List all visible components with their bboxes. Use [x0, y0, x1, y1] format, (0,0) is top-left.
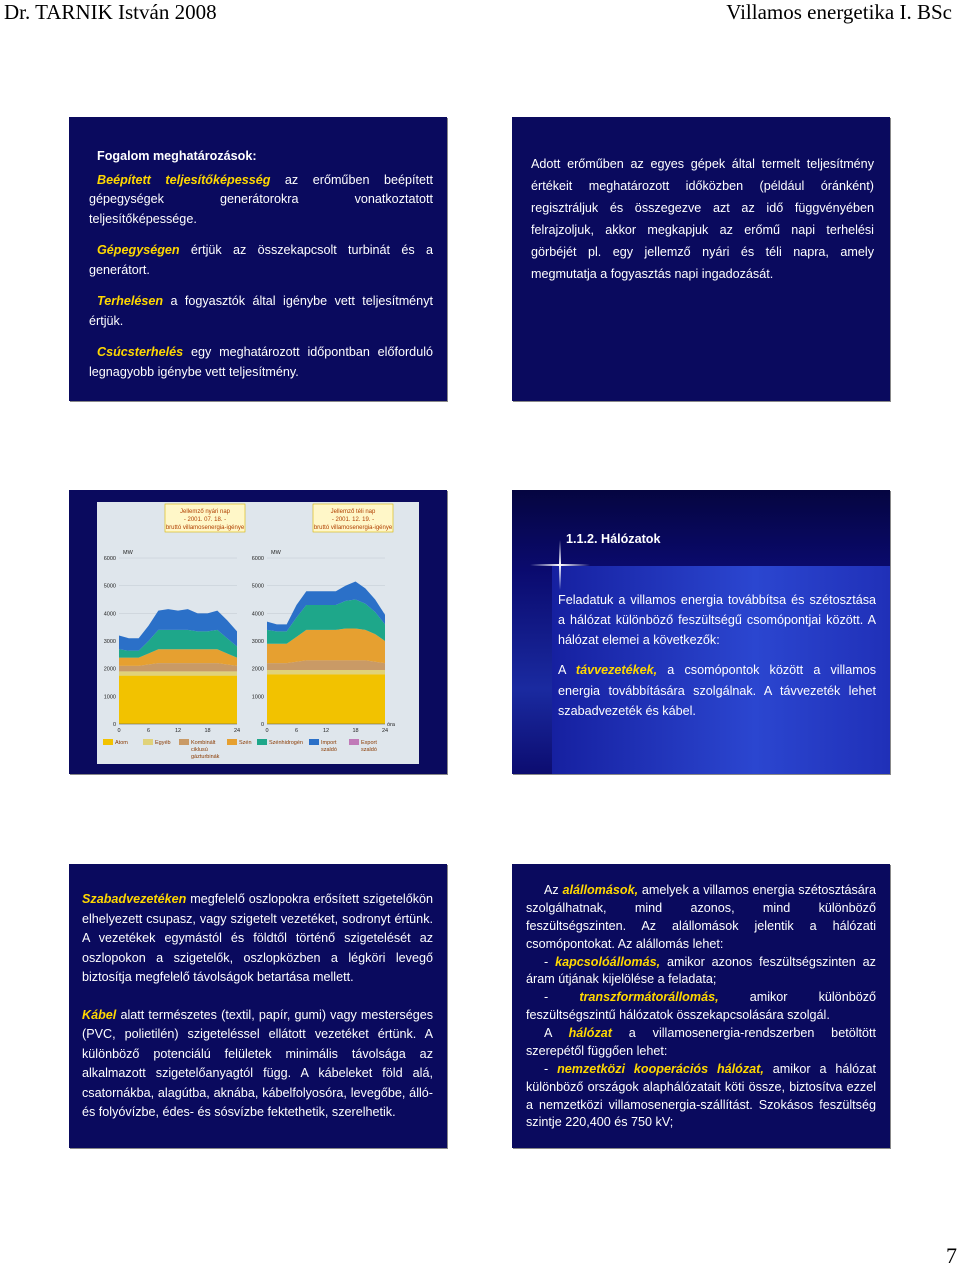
- x-tick-label: 6: [146, 728, 151, 734]
- text-fragment: a csomópontok között a villamos energia továbbítására szolgálnak. A távvezeték lehet szabadvezeték és kábel.: [558, 663, 876, 718]
- x-tick-label: 18: [352, 728, 359, 734]
- substation-paragraph: [526, 954, 876, 990]
- y-tick-label: 4000: [251, 611, 264, 618]
- y-tick-label: 3000: [103, 639, 116, 645]
- x-tick-label: 18: [204, 728, 211, 734]
- load-charts-svg: [97, 502, 419, 764]
- x-tick-label: 24: [233, 728, 241, 734]
- text-fragment: -: [544, 1061, 558, 1076]
- legend-label: szaldó: [321, 747, 337, 753]
- y-tick-label: 1000: [251, 694, 264, 701]
- definition-text: egy meghatározott időpontban előforduló legnagyobb igénybe vett teljesítmény.: [89, 345, 433, 379]
- text-fragment: -: [544, 954, 556, 969]
- text-fragment: amelyek a villamos energia szétosztására szolgálhatnak, mind azonos, mind különböző feszültségszinten. Az alállomások jelentik a hálózati csomópontokat. Az alállomás lehet:: [526, 883, 876, 951]
- legend-swatch: [257, 739, 267, 745]
- legend-swatch: [349, 739, 359, 745]
- chart-panel: [97, 502, 419, 764]
- definition-paragraph: [89, 171, 433, 230]
- overhead-line-paragraph: [82, 890, 433, 988]
- text-fragment: megfelelő oszlopokra erősített szigetelőkön elhelyezett csupasz, vagy szigetelt vezetéket, sodronyt értünk. A vezetékek egymástól és földtől történő szigetelését az oszlopokon a szigetelők, oszlopközben a légköri levegő biztosítja megfelelő távolságok betartása mellett.: [82, 892, 433, 985]
- legend-label: szaldó: [361, 747, 377, 753]
- legend-label: ciklusú: [191, 747, 208, 753]
- network-paragraph: [526, 1061, 876, 1133]
- y-axis-label: MW: [123, 550, 133, 556]
- network-paragraph: [526, 1025, 876, 1061]
- y-tick-label: 1000: [103, 694, 116, 701]
- x-tick-label: 24: [381, 728, 389, 734]
- area-series-egyéb: [119, 671, 237, 675]
- x-tick-label: 0: [117, 728, 121, 734]
- slide-load-curve: [512, 117, 890, 401]
- cable-paragraph: [82, 1006, 433, 1123]
- slide-substations: [512, 864, 890, 1148]
- slide-title: Fogalom meghatározások:: [97, 149, 257, 163]
- legend-label: Export: [361, 740, 377, 746]
- y-tick-label: 6000: [251, 556, 264, 562]
- legend-label: Szén: [239, 740, 252, 746]
- legend-label: Atom: [115, 740, 128, 746]
- legend-label: gázturbinák: [191, 754, 220, 760]
- definition-text: értjük az összekapcsolt turbinát és a generátort.: [89, 243, 433, 277]
- section-title: 1.1.2. Hálózatok: [566, 532, 661, 546]
- slide-definitions: [69, 117, 447, 401]
- legend-swatch: [143, 739, 153, 745]
- substation-paragraph: [526, 989, 876, 1025]
- text-fragment: amikor a hálózat különböző országok alaphálózatait köti össze, biztosítva ezzel a nemzetközi villamosenergia-szállítást. Szokásos feszültség szintje 220,400 és 750 kV;: [526, 1061, 876, 1130]
- term-alallomas: alállomások,: [562, 883, 639, 897]
- page-number: 7: [946, 1243, 957, 1268]
- legend-label: Szénhidrogén: [269, 740, 303, 746]
- legend-label: Kombinált: [191, 740, 216, 746]
- area-series-atom: [267, 674, 385, 724]
- y-tick-label: 0: [260, 722, 264, 728]
- legend-label: Egyéb: [155, 740, 171, 746]
- definition-text: a fogyasztók által igénybe vett teljesítményt értjük.: [89, 294, 433, 328]
- text-fragment: amikor különböző feszültségszintű hálózatok összekapcsolására szolgál.: [526, 990, 877, 1023]
- slide-networks: [512, 490, 890, 774]
- text-fragment: -: [544, 990, 580, 1005]
- x-tick-label: 6: [294, 728, 299, 734]
- header-course: Villamos energetika I. BSc: [726, 0, 952, 24]
- sparkle-decoration: [559, 540, 561, 590]
- y-tick-label: 0: [112, 722, 116, 728]
- chart-title-line: bruttó villamosenergia-igénye: [165, 525, 245, 531]
- term-kapcsoloallomas: kapcsolóállomás,: [555, 954, 661, 969]
- y-tick-label: 5000: [251, 583, 264, 590]
- term-terheles: Terhelésen: [97, 294, 164, 309]
- text-fragment: amikor azonos feszültségszinten az áram útjának kijelölése a feladata;: [526, 954, 876, 987]
- chart-title-line: bruttó villamosenergia-igénye: [313, 525, 393, 531]
- chart-title-line: - 2001. 07. 18. -: [183, 517, 227, 523]
- x-tick-label: 12: [322, 728, 330, 734]
- networks-paragraph: [558, 660, 876, 720]
- definition-text: az erőműben beépített gépegységek generátorokra vonatkoztatott teljesítőképessége.: [89, 172, 433, 226]
- term-beepitett: Beépített teljesítőképesség: [97, 172, 271, 187]
- y-tick-label: 2000: [251, 666, 264, 673]
- text-fragment: A: [544, 1026, 569, 1040]
- definition-paragraph: [89, 292, 433, 331]
- x-tick-label: 12: [174, 728, 182, 734]
- x-tick-label: 0: [265, 728, 269, 734]
- text-fragment: alatt természetes (textil, papír, gumi) vagy mesterséges (PVC, polietilén) szigeteléssel ellátott vezetéket értünk. A különböző potenciálú felületek minimális távolsága az alkalmazott szigetelőanyagtól függ. A kábeleket föld alá, csatornákba, alagútba, aknába, kábelfolyosóra, levegőbe, álló- és folyóvízbe, édes- és sósvízbe fektethetik, szerelhetik.: [82, 1007, 433, 1120]
- term-halozat: hálózat: [568, 1026, 612, 1040]
- load-curve-text: Adott erőműben az egyes gépek által termelt teljesítmény értékeit meghatározott időközben (például óránként) regisztráljuk és összegezve azt az idő függvényében felrajzoljuk, akkor megkapjuk az erőmű napi terhelési görbéjét pl. egy jellemző nyári és téli napra, amely megmutatja a fogyasztás napi ingadozását.: [531, 157, 874, 282]
- y-tick-label: 5000: [103, 583, 116, 590]
- term-tavvezetek: távvezetékek,: [575, 663, 658, 678]
- y-tick-label: 2000: [103, 666, 116, 673]
- networks-text: [558, 590, 876, 721]
- slide-load-charts: [69, 490, 447, 774]
- y-axis-label: MW: [271, 550, 281, 556]
- legend-swatch: [309, 739, 319, 745]
- term-nemzetkozi: nemzetközi kooperációs hálózat,: [557, 1061, 764, 1076]
- slide-lines-cables: [69, 864, 447, 1148]
- term-szabadvezetek: Szabadvezetéken: [82, 892, 187, 906]
- networks-paragraph: Feladatuk a villamos energia továbbítsa és szétosztása a hálózat különböző feszültségű csomópontjai között. A hálózat elemei a következők:: [558, 593, 876, 648]
- area-series-atom: [119, 676, 237, 724]
- y-tick-label: 6000: [103, 556, 116, 562]
- substation-paragraph: [526, 882, 876, 954]
- chart-title-line: Jellemző nyári nap: [179, 509, 231, 515]
- legend-swatch: [227, 739, 237, 745]
- text-fragment: a villamosenergia-rendszerben betöltött szerepétől függően lehet:: [526, 1026, 876, 1058]
- chart-title-line: - 2001. 12. 19. -: [331, 517, 375, 523]
- legend-swatch: [103, 739, 113, 745]
- term-kabel: Kábel: [82, 1007, 117, 1022]
- text-fragment: A: [558, 663, 576, 678]
- y-tick-label: 3000: [251, 639, 264, 645]
- legend-swatch: [179, 739, 189, 745]
- definition-paragraph: [89, 343, 433, 382]
- legend-label: Import: [321, 740, 337, 746]
- y-tick-label: 4000: [103, 611, 116, 618]
- text-fragment: Az: [544, 883, 563, 897]
- x-axis-label: óra: [387, 722, 395, 728]
- header-author: Dr. TARNIK István 2008: [4, 0, 217, 24]
- definition-paragraph: [89, 241, 433, 280]
- term-transzformatorallomas: transzformátorállomás,: [579, 990, 719, 1005]
- chart-title-line: Jellemző téli nap: [330, 509, 376, 515]
- area-series-egyéb: [267, 670, 385, 674]
- term-gepegyseg: Gépegységen: [97, 243, 180, 258]
- term-csucsterheles: Csúcsterhelés: [97, 345, 184, 360]
